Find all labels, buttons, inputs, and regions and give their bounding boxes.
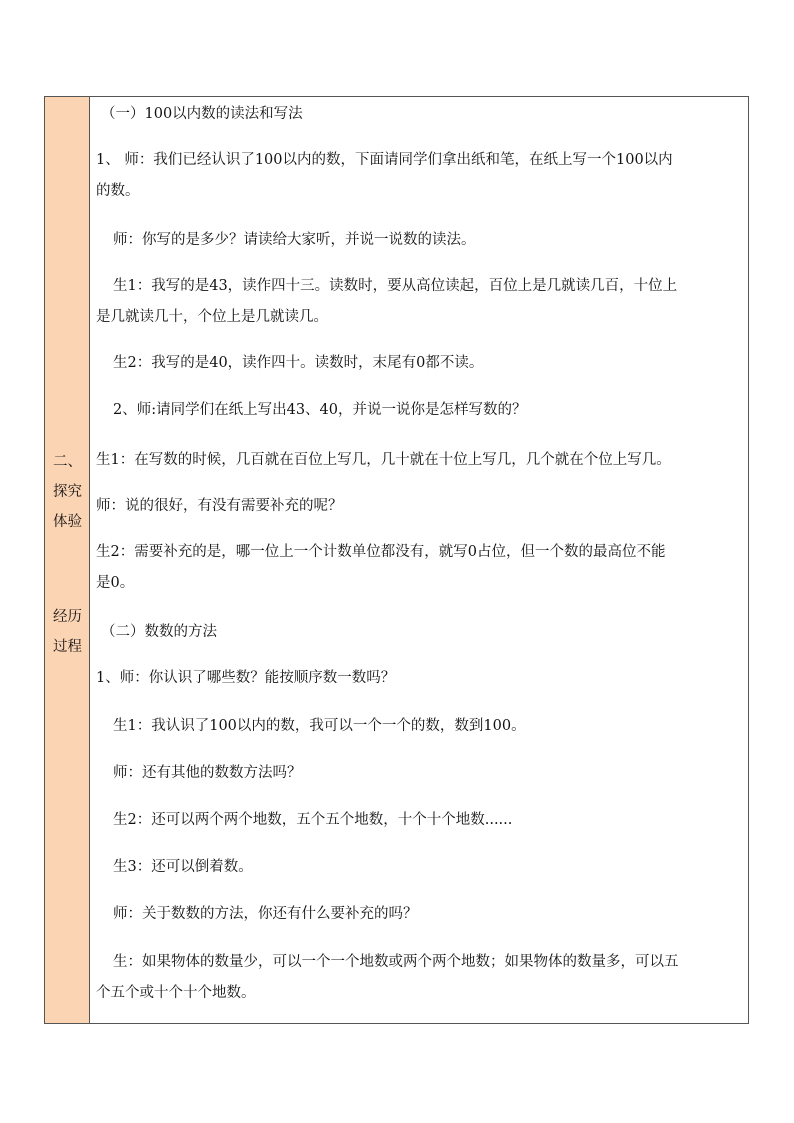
paragraph: 师：说的很好，有没有需要补充的呢？ [96, 498, 343, 514]
paragraph-continuation: 是0。 [96, 575, 135, 591]
paragraph: 生2：我写的是40，读作四十。读数时，末尾有0都不读。 [113, 355, 484, 371]
lesson-table [44, 96, 749, 1024]
paragraph: 1、 师：我们已经认识了100以内的数，下面请同学们拿出纸和笔，在纸上写一个100以内 [96, 152, 673, 168]
paragraph: 生3：还可以倒着数。 [113, 859, 253, 875]
paragraph-continuation: 个五个或十个十个地数。 [96, 985, 256, 1001]
paragraph: 生1：我写的是43，读作四十三。读数时，要从高位读起，百位上是几就读几百，十位上 [113, 278, 678, 294]
paragraph-continuation: 是几就读几十，个位上是几就读几。 [96, 309, 328, 325]
paragraph: 生1：我认识了100以内的数，我可以一个一个的数，数到100。 [113, 718, 526, 734]
paragraph: 师：你写的是多少？请读给大家听，并说一说数的读法。 [113, 232, 476, 248]
paragraph: 2、师:请同学们在纸上写出43、40，并说一说你是怎样写数的？ [113, 402, 527, 418]
paragraph: 师：还有其他的数数方法吗？ [113, 765, 302, 781]
paragraph: 生2：需要补充的是，哪一位上一个计数单位都没有，就写0占位，但一个数的最高位不能 [96, 544, 666, 560]
paragraph-continuation: 的数。 [96, 183, 140, 199]
stage-number: 二、 [53, 454, 82, 470]
stage-column [45, 97, 90, 1023]
paragraph: 生：如果物体的数量少，可以一个一个地数或两个两个地数；如果物体的数量多，可以五 [113, 954, 679, 970]
paragraph: 1、师：你认识了哪些数？能按顺序数一数吗？ [96, 670, 396, 686]
paragraph: 生1：在写数的时候，几百就在百位上写几，几十就在十位上写几，几个就在个位上写几。 [96, 452, 671, 468]
lesson-content [91, 97, 748, 1023]
stage-label-1: 探究 [53, 484, 82, 500]
section-heading: （一）100以内数的读法和写法 [101, 106, 303, 122]
stage-label-2: 体验 [53, 514, 82, 530]
paragraph: 师：关于数数的方法，你还有什么要补充的吗？ [113, 906, 418, 922]
stage-label-3: 经历 [53, 609, 82, 625]
stage-label-4: 过程 [53, 639, 82, 655]
section-heading: （二）数数的方法 [101, 624, 217, 640]
paragraph: 生2：还可以两个两个地数，五个五个地数，十个十个地数...... [113, 812, 513, 828]
